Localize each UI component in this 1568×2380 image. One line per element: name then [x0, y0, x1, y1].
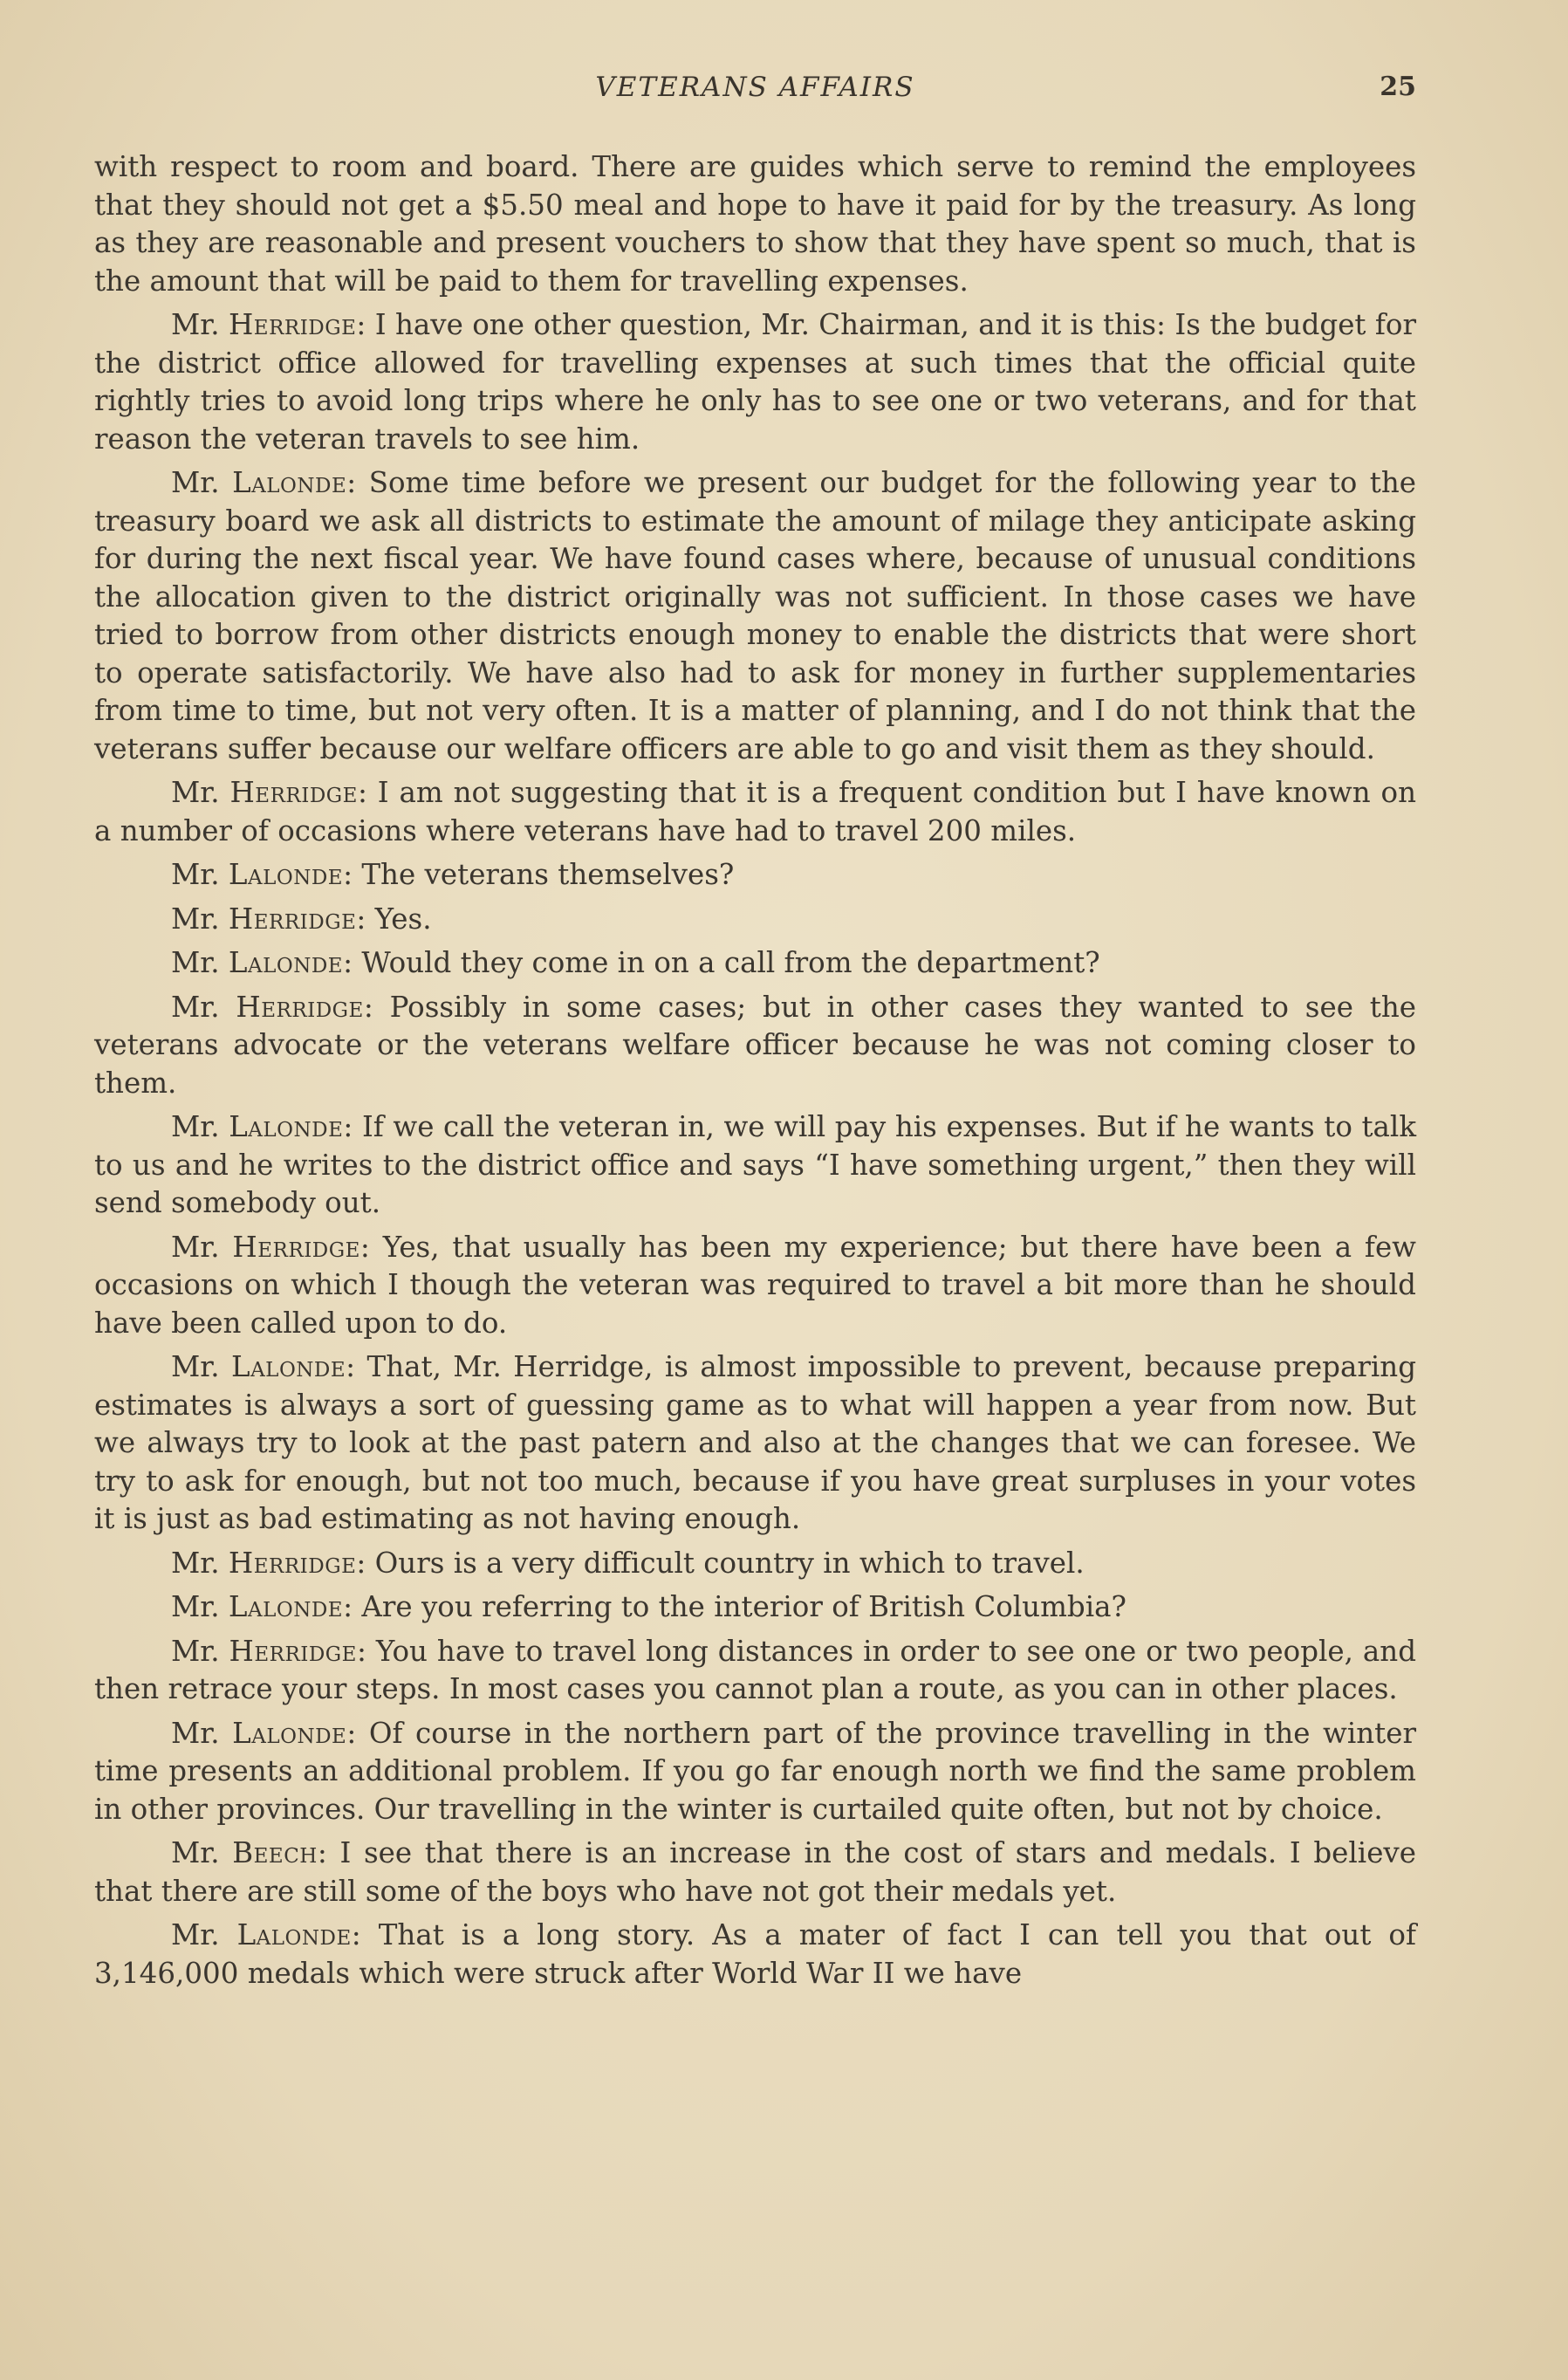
speaker-separator: :: [356, 1634, 376, 1668]
paragraph-herridge: [94, 774, 1416, 850]
paragraph-text: I have one other question, Mr. Chairman, and it is this: Is the budget for the district office allowed for travelling expenses at such times that the official quite rightly tries to avoid long trips where he only has to see one or two veterans, and for that reason the veteran travels to see him.: [94, 308, 1416, 456]
speaker-honorific: Mr.: [171, 990, 236, 1024]
speaker-separator: :: [343, 858, 362, 891]
paragraph-text: You have to travel long distances in order to see one or two people, and then retrace your steps. In most cases you cannot plan a route, as you can in other places.: [94, 1634, 1416, 1705]
speaker-name: Lalonde: [228, 858, 344, 891]
speaker-honorific: Mr.: [171, 1350, 231, 1383]
paragraph-text: That, Mr. Herridge, is almost impossible to prevent, because preparing estimates is always a sort of guessing game as to what will happen a year from now. But we always try to look at the past patern and also at the changes that we can foresee. We try to ask for enough, but not too much, because if you have great surpluses in your votes it is just as bad estimating as not having enough.: [94, 1350, 1417, 1535]
speaker-honorific: Mr.: [171, 1230, 233, 1264]
paragraph-text: Are you referring to the interior of British Columbia?: [361, 1590, 1126, 1623]
speaker-name: Beech: [232, 1836, 318, 1869]
speaker-separator: :: [356, 308, 375, 341]
paragraph-text: Would they come in on a call from the department?: [361, 946, 1100, 979]
paragraph-lalonde: [94, 856, 1416, 895]
speaker-honorific: Mr.: [171, 946, 229, 979]
speaker-separator: :: [317, 1836, 340, 1869]
paragraph-text: Some time before we present our budget for the following year to the treasury board we ask all districts to estimate the amount of milage they anticipate asking for during the next fiscal year. We have found cases where, because of unusual conditions the allocation given to the district originally was not sufficient. In those cases we have tried to borrow from other districts enough money to enable the districts that were short to operate satisfactorily. We have also had to ask for money in further supplementaries from time to time, but not very often. It is a matter of planning, and I do not think that the veterans suffer because our welfare officers are able to go and visit them as they should.: [94, 466, 1417, 765]
paragraph-text: That is a long story. As a mater of fact I can tell you that out of 3,146,000 medals which were struck after World War II we have: [94, 1918, 1417, 1990]
speaker-honorific: Mr.: [171, 308, 229, 341]
paragraph-text: The veterans themselves?: [361, 858, 735, 891]
speaker-honorific: Mr.: [171, 1836, 233, 1869]
speaker-name: Lalonde: [229, 1110, 344, 1143]
speaker-separator: :: [346, 466, 369, 499]
paragraph-herridge: [94, 1545, 1416, 1583]
speaker-name: Lalonde: [236, 1918, 352, 1951]
paragraph-text: Yes, that usually has been my experience; but there have been a few occasions on which I though the veteran was required to travel a bit more than he should have been called upon to do.: [94, 1230, 1416, 1340]
speaker-name: Lalonde: [232, 1716, 347, 1750]
paragraph-lalonde: [94, 1917, 1416, 1992]
speaker-honorific: Mr.: [171, 1110, 229, 1143]
page-body: [94, 148, 1416, 1999]
paragraph-lalonde: [94, 464, 1416, 768]
speaker-separator: :: [357, 776, 378, 809]
speaker-separator: :: [343, 1110, 362, 1143]
speaker-honorific: Mr.: [171, 1546, 229, 1580]
paragraph-text: Ours is a very difficult country in which to travel.: [374, 1546, 1085, 1580]
paragraph-text: If we call the veteran in, we will pay his expenses. But if he wants to talk to us and he writes to the district office and says “I have something urgent,” then they will send somebody out.: [94, 1110, 1417, 1219]
paragraph-lalonde: [94, 1715, 1416, 1829]
speaker-name: Lalonde: [232, 466, 347, 499]
speaker-name: Herridge: [228, 902, 357, 936]
speaker-separator: :: [346, 1350, 367, 1383]
speaker-name: Herridge: [232, 1230, 360, 1264]
speaker-honorific: Mr.: [171, 1590, 229, 1623]
paragraph-herridge: [94, 901, 1416, 939]
paragraph-lalonde: [94, 944, 1416, 983]
paragraph-text: Of course in the northern part of the province travelling in the winter time presents an additional problem. If you go far enough north we find the same problem in other provinces. Our travelling in the winter is curtailed quite often, but not by choice.: [94, 1716, 1417, 1826]
paragraph-herridge: [94, 306, 1416, 458]
paragraph-herridge: [94, 1229, 1416, 1343]
paragraph-lalonde: [94, 1348, 1416, 1539]
speaker-name: Herridge: [228, 1546, 357, 1580]
speaker-name: Herridge: [229, 1634, 357, 1668]
speaker-separator: :: [346, 1716, 369, 1750]
speaker-honorific: Mr.: [171, 858, 229, 891]
speaker-name: Herridge: [236, 990, 364, 1024]
speaker-separator: :: [351, 1918, 379, 1951]
speaker-honorific: Mr.: [171, 1634, 229, 1668]
paragraph-text: I see that there is an increase in the cost of stars and medals. I believe that there are still some of the boys who have not got their medals yet.: [94, 1836, 1417, 1908]
paragraph-herridge: [94, 1633, 1416, 1709]
running-head-title: VETERANS AFFAIRS: [595, 72, 915, 103]
speaker-separator: :: [363, 990, 390, 1024]
speaker-separator: :: [343, 1590, 362, 1623]
speaker-name: Lalonde: [230, 1350, 346, 1383]
paragraph-continuation: [94, 148, 1416, 300]
speaker-name: Herridge: [229, 776, 358, 809]
speaker-separator: :: [356, 902, 375, 936]
speaker-honorific: Mr.: [171, 1716, 233, 1750]
speaker-name: Lalonde: [228, 1590, 344, 1623]
page-number: 25: [1380, 72, 1416, 102]
speaker-honorific: Mr.: [171, 902, 229, 936]
paragraph-lalonde: [94, 1108, 1416, 1223]
page-header: [94, 72, 1416, 115]
speaker-separator: :: [343, 946, 362, 979]
speaker-honorific: Mr.: [171, 776, 230, 809]
paragraph-herridge: [94, 989, 1416, 1103]
paragraph-beech: [94, 1835, 1416, 1910]
paragraph-lalonde: [94, 1588, 1416, 1627]
speaker-name: Herridge: [228, 308, 357, 341]
paragraph-text: with respect to room and board. There are guides which serve to remind the employees that they should not get a $5.50 meal and hope to have it paid for by the treasury. As long as they are reasonable and present vouchers to show that they have spent so much, that is the amount that will be paid to them for travelling expenses.: [94, 150, 1416, 298]
speaker-honorific: Mr.: [171, 1918, 237, 1951]
speaker-name: Lalonde: [228, 946, 344, 979]
paragraph-text: Yes.: [374, 902, 432, 936]
paragraph-text: Possibly in some cases; but in other cases they wanted to see the veterans advocate or the veterans welfare officer because he was not coming closer to them.: [94, 990, 1416, 1100]
paragraph-text: I am not suggesting that it is a frequent condition but I have known on a number of occasions where veterans have had to travel 200 miles.: [94, 776, 1417, 847]
speaker-honorific: Mr.: [171, 466, 233, 499]
speaker-separator: :: [356, 1546, 375, 1580]
speaker-separator: :: [359, 1230, 383, 1264]
